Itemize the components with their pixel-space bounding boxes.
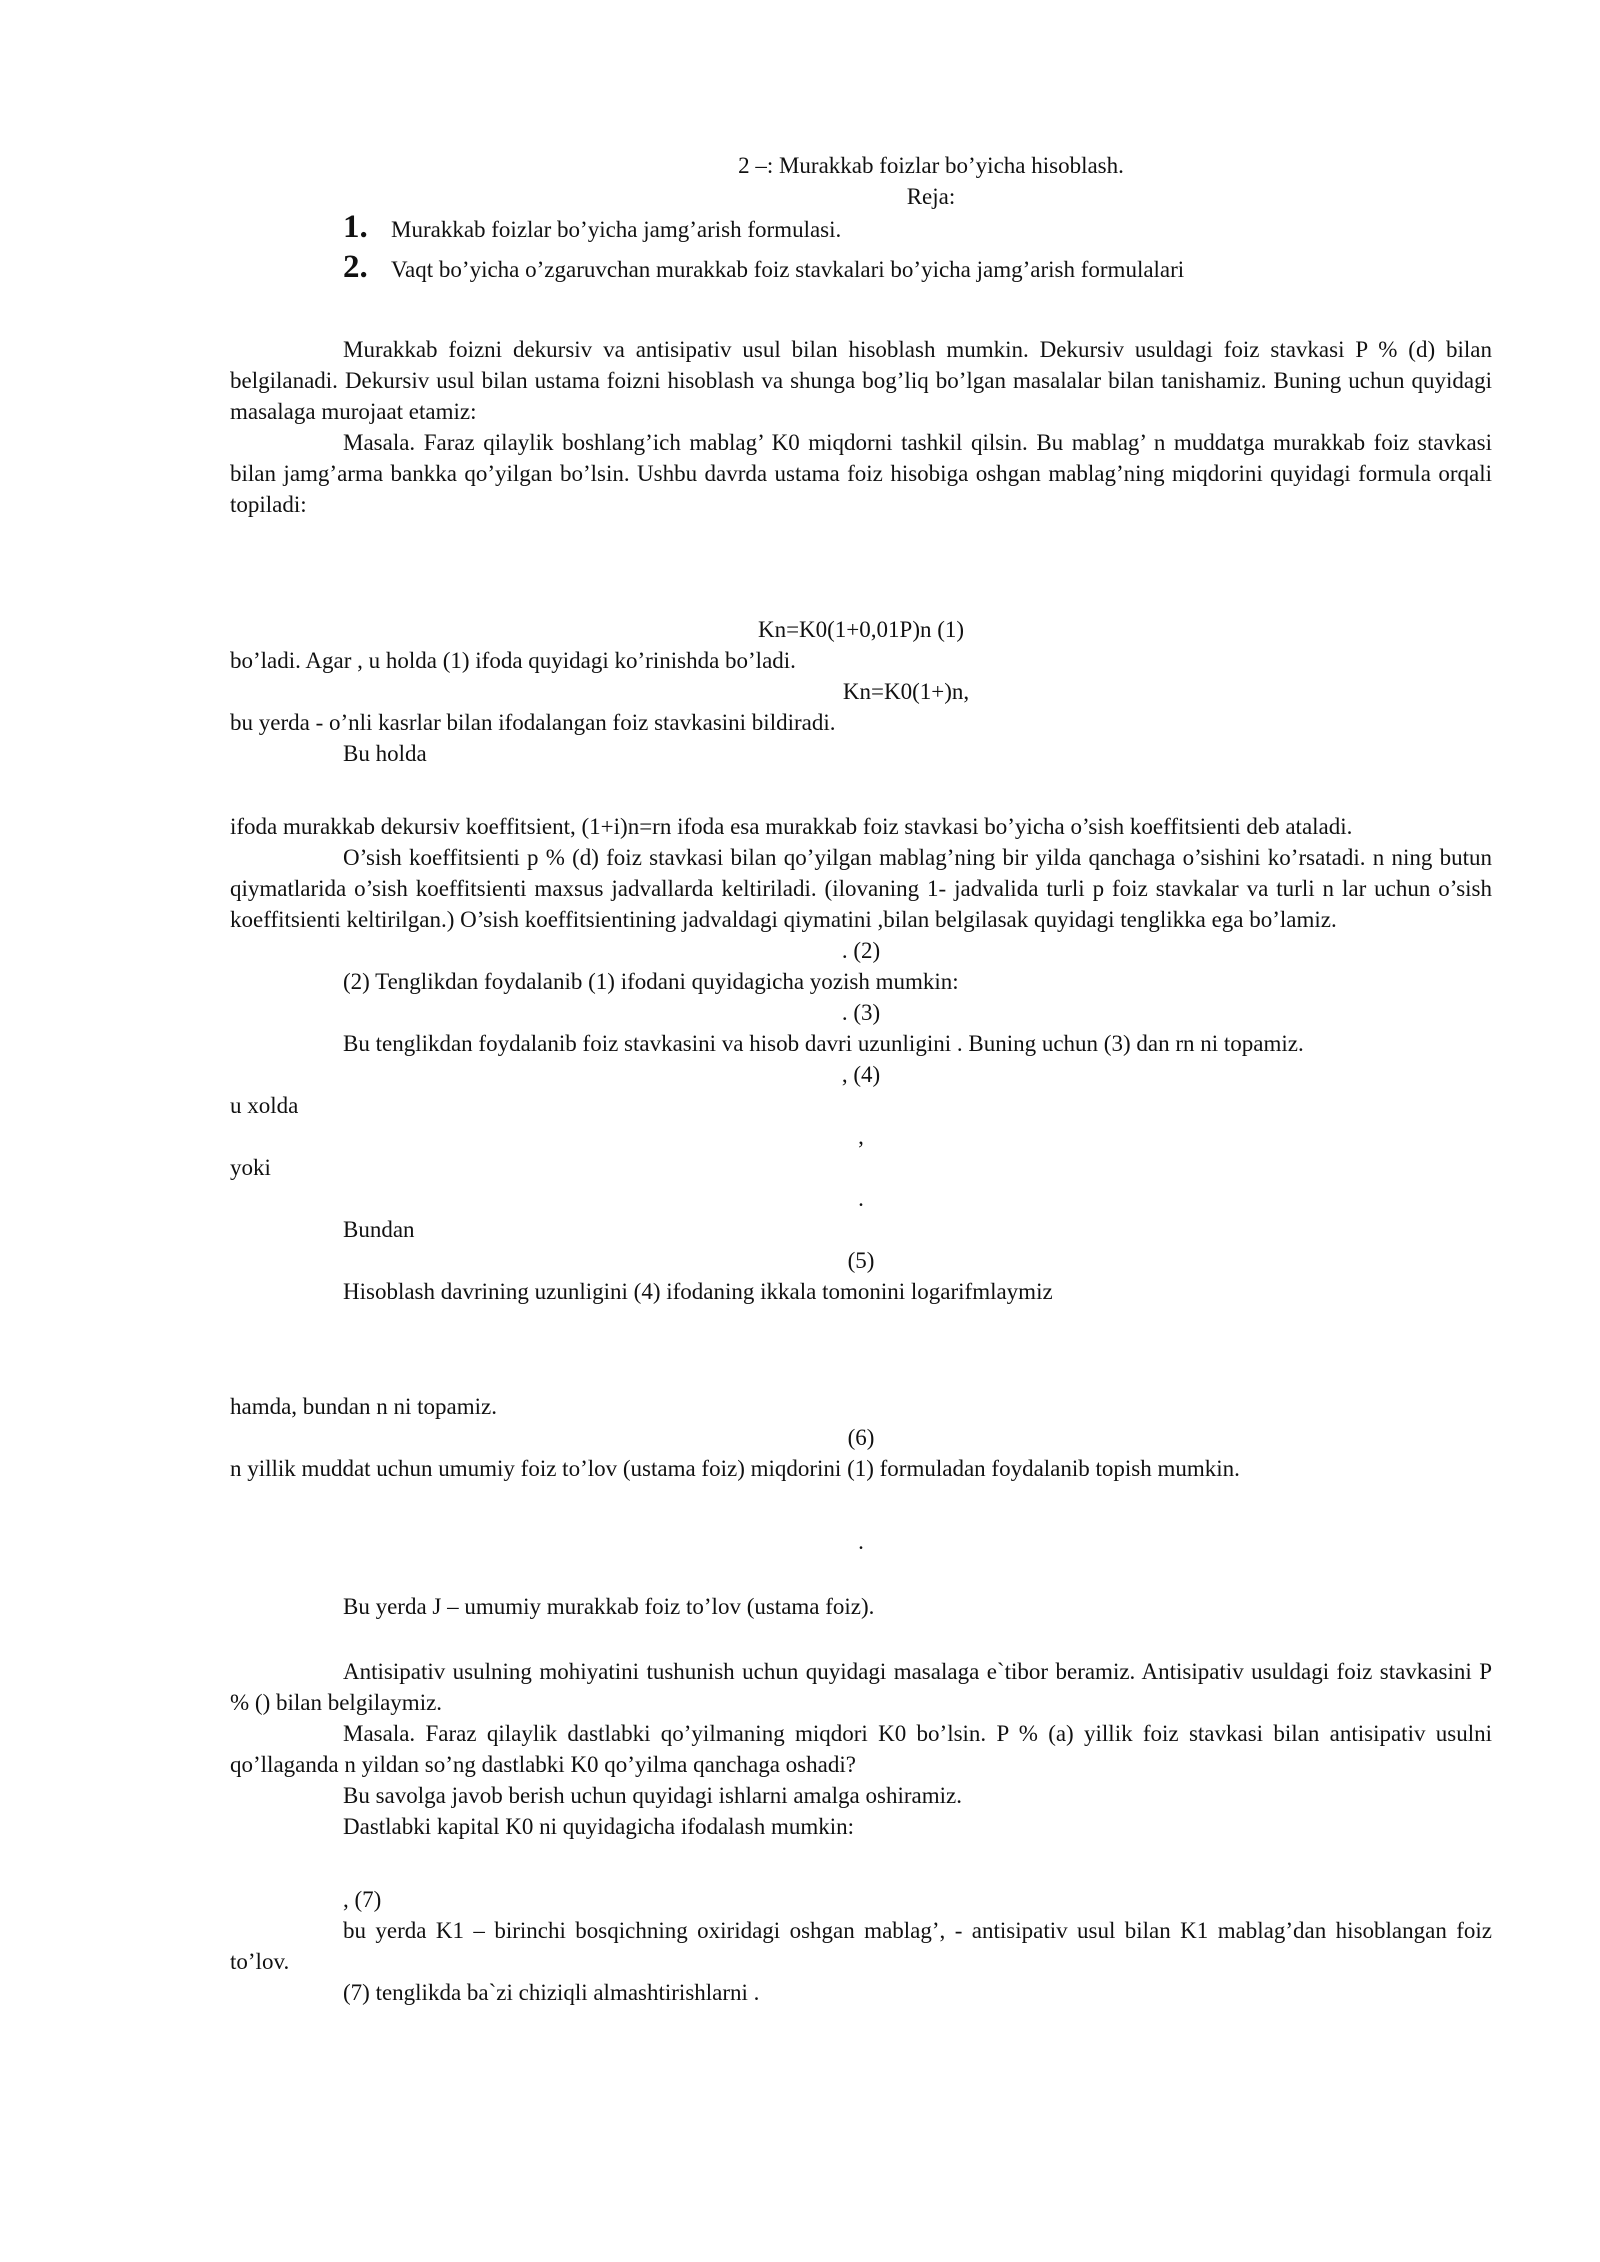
- paragraph: O’sish koeffitsienti p % (d) foiz stavkasi bilan qo’yilgan mablag’ning bir yilda qanchaga o’sishini ko’rsatadi. n ning butun qiymatlarida o’sish koeffitsienti maxsus jadvallarda keltiriladi. (ilovaning 1- jadvalida turli p foiz stavkalar va turli n lar uchun o’sish koeffitsienti keltirilgan.) O’sish koeffitsientining jadvaldagi qiymatini ,bilan belgilasak quyidagi tenglikka ega bo’lamiz.: [230, 845, 1492, 932]
- paragraph: (7) tenglikda ba`zi chiziqli almashtirishlarni .: [343, 1980, 760, 2005]
- formula-5-label: (5): [847, 1248, 875, 1273]
- plan-item-text: Murakkab foizlar bo’yicha jamg’arish formulasi.: [391, 217, 842, 242]
- paragraph: bu yerda - o’nli kasrlar bilan ifodalangan foiz stavkasini bildiradi.: [230, 710, 836, 735]
- formula-1: Kn=K0(1+0,01P)n (1): [757, 617, 965, 642]
- paragraph: bu yerda K1 – birinchi bosqichning oxiridagi oshgan mablag’, - antisipativ usul bilan K1 mablag’dan hisoblangan foiz to’lov.: [230, 1918, 1492, 1974]
- spacer: [230, 1622, 1492, 1656]
- paragraph: Bu tenglikdan foydalanib foiz stavkasini va hisob davri uzunligini . Buning uchun (3) dan rn ni topamiz.: [343, 1031, 1304, 1056]
- paragraph: u xolda: [230, 1093, 299, 1118]
- plan-item-number: 2.: [343, 249, 368, 285]
- paragraph: bo’ladi. Agar , u holda (1) ifoda quyidagi ko’rinishda bo’ladi.: [230, 648, 796, 673]
- formula-7-label: , (7): [343, 1887, 382, 1912]
- plan-item: [343, 249, 1492, 292]
- paragraph: Murakkab foizni dekursiv va antisipativ usul bilan hisoblash mumkin. Dekursiv usuldagi foiz stavkasi P % (d) bilan belgilanadi. Dekursiv usul bilan ustama foizni hisoblash va shunga bog’liq bo’lgan masalalar bilan tanishamiz. Buning uchun quyidagi masalaga murojaat etamiz:: [230, 337, 1492, 424]
- formula-2-label: . (2): [841, 938, 881, 963]
- paragraph: Masala. Faraz qilaylik dastlabki qo’yilmaning miqdori K0 bo’lsin. P % (a) yillik foiz stavkasi bilan antisipativ usulni qo’llaganda n yildan so’ng dastlabki K0 qo’yilma qanchaga oshadi?: [230, 1721, 1492, 1777]
- document-title: 2 –: Murakkab foizlar bo’yicha hisoblash.: [738, 153, 1124, 178]
- paragraph: ifoda murakkab dekursiv koeffitsient, (1+i)n=rn ifoda esa murakkab foiz stavkasi bo’yicha o’sish koeffitsienti deb ataladi.: [230, 814, 1353, 839]
- plan-list: [230, 209, 1492, 292]
- spacer: [230, 1484, 1492, 1526]
- spacer: [230, 1842, 1492, 1884]
- paragraph: Antisipativ usulning mohiyatini tushunish uchun quyidagi masalaga e`tibor beramiz. Antisipativ usuldagi foiz stavkasini P % () bilan belgilaymiz.: [230, 1659, 1492, 1715]
- formula-2: Kn=K0(1+)n,: [842, 679, 970, 704]
- plan-item-text: Vaqt bo’yicha o’zgaruvchan murakkab foiz stavkalari bo’yicha jamg’arish formulalari: [391, 257, 1185, 282]
- paragraph: n yillik muddat uchun umumiy foiz to’lov (ustama foiz) miqdorini (1) formuladan foydalanib topish mumkin.: [230, 1456, 1240, 1481]
- spacer: [230, 520, 1492, 614]
- formula-comma: ,: [858, 1124, 864, 1149]
- spacer: [230, 769, 1492, 811]
- paragraph: yoki: [230, 1155, 271, 1180]
- paragraph: hamda, bundan n ni topamiz.: [230, 1394, 497, 1419]
- plan-item-number: 1.: [343, 209, 368, 245]
- plan-item: [343, 209, 1492, 252]
- paragraph: Hisoblash davrining uzunligini (4) ifodaning ikkala tomonini logarifmlaymiz: [343, 1279, 1053, 1304]
- reja-label: Reja:: [906, 184, 956, 209]
- formula-dot-2: .: [858, 1529, 864, 1554]
- paragraph: Bu holda: [343, 741, 427, 766]
- formula-6-label: (6): [847, 1425, 875, 1450]
- spacer: [230, 1307, 1492, 1391]
- spacer: [230, 292, 1492, 334]
- paragraph: Bu yerda J – umumiy murakkab foiz to’lov (ustama foiz).: [343, 1594, 875, 1619]
- formula-4-label: , (4): [841, 1062, 881, 1087]
- paragraph: Bu savolga javob berish uchun quyidagi ishlarni amalga oshiramiz.: [343, 1783, 962, 1808]
- formula-3-label: . (3): [841, 1000, 881, 1025]
- paragraph: Dastlabki kapital K0 ni quyidagicha ifodalash mumkin:: [343, 1814, 855, 1839]
- paragraph: (2) Tenglikdan foydalanib (1) ifodani quyidagicha yozish mumkin:: [343, 969, 959, 994]
- paragraph: Masala. Faraz qilaylik boshlang’ich mablag’ K0 miqdorni tashkil qilsin. Bu mablag’ n muddatga murakkab foiz stavkasi bilan jamg’arma bankka qo’yilgan bo’lsin. Ushbu davrda ustama foiz hisobiga oshgan mablag’ning miqdorini quyidagi formula orqali topiladi:: [230, 430, 1492, 517]
- formula-dot: .: [858, 1186, 864, 1211]
- spacer: [230, 1557, 1492, 1591]
- document-page: [230, 150, 1492, 2008]
- paragraph: Bundan: [343, 1217, 415, 1242]
